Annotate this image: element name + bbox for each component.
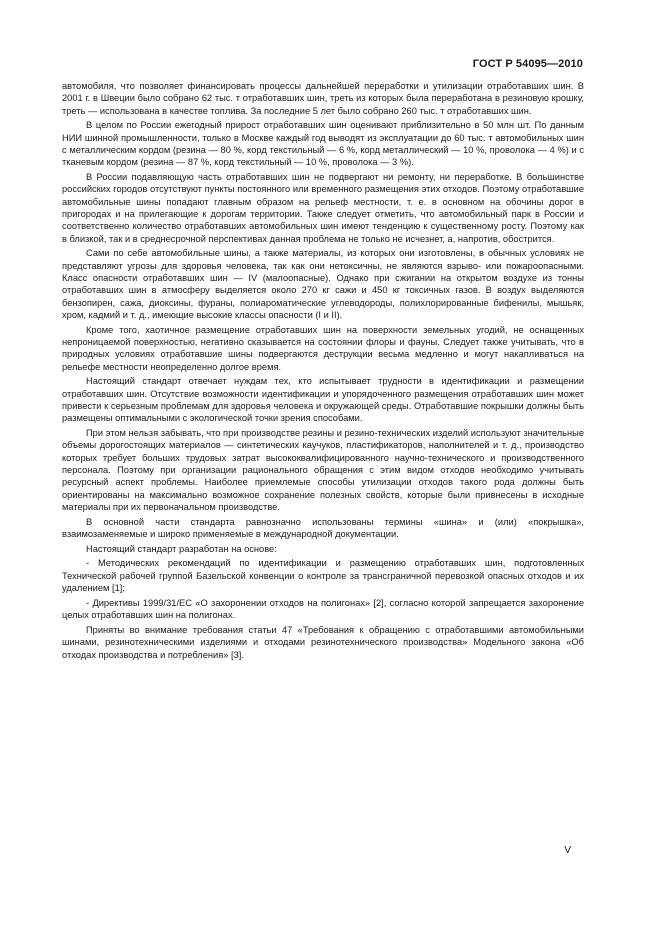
paragraph-continuation: автомобиля, что позволяет финансировать процессы дальнейшей переработки и утилизации отработавших шин. В 2001 г. в Швеции было собрано 62 тыс. т отработавших шин, треть из которых была переработана в резиновую крошку, треть — использована в качестве топлива. За последние 5 лет было собрано 260 тыс. т отработавших шин.	[62, 81, 584, 116]
page-number: V	[564, 845, 571, 856]
paragraph-resource-aspect: При этом нельзя забывать, что при производстве резины и резино-технических изделий используют значительные объемы дорогостоящих материалов — синтетических каучуков, пластификаторов, наполнителей и т. д., производство которых требует больших трудовых затрат высококвалифицированного научно-технического и производственного персонала. Поэтому при организации рационального обращения с этим видом отходов необходимо учитывать ресурсный аспект проблемы. Наиболее приемлемые способы утилизации отходов такого рода должны быть ориентированы на максимально возможное сохранение полезных свойств, которые были привнесены в исходные материалы при их первоначальном производстве.	[62, 428, 584, 512]
document-body	[62, 80, 584, 663]
paragraph-basis-intro: Настоящий стандарт разработан на основе:	[86, 543, 277, 554]
paragraph-terms: В основной части стандарта равнозначно использованы термины «шина» и (или) «покрышка», взаимозаменяемые и широко применяемые в международной документации.	[62, 516, 584, 539]
document-header: ГОСТ Р 54095—2010	[472, 58, 583, 70]
paragraph-basis-item-1: - Методических рекомендаций по идентификации и размещению отработавших шин, подготовленных Технической рабочей группой Базельской конвенции о контроле за трансграничной перевозкой опасных отходов и их удалением [1];	[62, 558, 584, 594]
paragraph-russia-disposal: В России подавляющую часть отработавших шин не подвергают ни ремонту, ни переработке. В большинстве российских городов отсутствуют пункты постоянного или временного размещения этих отходов. Поэтому отработавшие автомобильные шины попадают главным образом на рельеф местности, т. е. в основном на обочины дорог в пригородах и на прилегающие к дорогам территории. Также следует отметить, что автомобильный парк в России и соответственно количество отработавших автомобильных шин имеют тенденцию к существенному росту. Поэтому как в близкой, так и в среднесрочной перспективах данная проблема не только не исчезнет, а, напротив, обострится.	[62, 172, 584, 244]
paragraph-hazard-class: Сами по себе автомобильные шины, а также материалы, из которых они изготовлены, в обычных условиях не представляют угрозы для здоровья человека, так как они нетоксичны, не являются взрыво- или пожароопасными. Класс опасности отработавших шин — IV (малоопасные). Однако при сжигании на открытом воздухе из тонны отработавших шин в атмосферу выделяется около 270 кг сажи и 450 кг токсичных газов. В воздух выделяются бензопирен, сажа, диоксины, фураны, полиароматические углеводороды, полихлорированные бифенилы, мышьяк, хром, кадмий и т. д., имеющие высокие классы опасности (I и II).	[62, 248, 584, 320]
paragraph-model-law: Приняты во внимание требования статьи 47 «Требования к обращению с отработавшими автомобильными шинами, резинотехническими изделиями и отходами резинотехнического производства» Модельного закона «Об отходах производства и потребления» [3].	[62, 624, 584, 660]
paragraph-chaotic-placement: Кроме того, хаотичное размещение отработавших шин на поверхности земельных угодий, не оснащенных непроницаемой поверхностью, негативно сказывается на состоянии флоры и фауны. Следует также учитывать, что в природных условиях отработавшие шины подвергаются деструкции весьма медленно и могут накапливаться на рельефе местности неопределенно долгое время.	[62, 324, 584, 372]
paragraph-russia-growth: В целом по России ежегодный прирост отработавших шин оценивают приблизительно в 50 млн шт. По данным НИИ шинной промышленности, только в Москве каждый год выводят из эксплуатации до 60 тыс. т автомобильных шин с металлическим кордом (резина — 80 %, корд текстильный — 6 %, корд металлический — 10 %, проволока — 4 %) и с тканевым кордом (резина — 87 %, корд текстильный — 10 %, проволока — 3 %).	[62, 120, 584, 168]
paragraph-standard-purpose: Настоящий стандарт отвечает нуждам тех, кто испытывает трудности в идентификации и размещении отработавших шин. Отсутствие возможности идентификации и упорядоченного размещения отработавших шин может привести к серьезным проблемам для здоровья человека и окружающей среды. Отработавшие покрышки должны быть размещены оптимальными с экологической точки зрения способами.	[62, 376, 584, 424]
paragraph-basis-item-2: - Директивы 1999/31/ЕС «О захоронении отходов на полигонах» [2], согласно которой запрещается захоронение целых отработавших шин на полигонах.	[62, 597, 584, 621]
